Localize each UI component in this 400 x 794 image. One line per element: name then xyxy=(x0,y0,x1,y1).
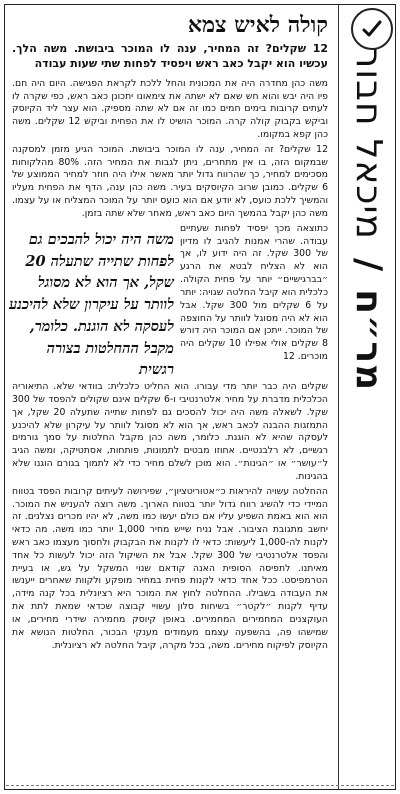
article-subhead: 12 שקלים? זה המחיר, ענה לו המוכר ביבושת. משה הלך. עכשיו הוא יקבל כאב ראש ויפסיד לפחות שתי שעות עבודה xyxy=(12,42,328,70)
column-label: מר״ח xyxy=(348,289,389,392)
article-paragraph: 12 שקלים? זה המחיר, ענה לו המוכר ביבושת. המוכר הגיע מזמן למסקנה שבמקום הזה, בו אין מתחרים, ניתן לגבות את המחיר הזה. 80% מהלקוחות מסכימים למחיר, כך שהרווח גדול יותר מאשר אילו היה חוזר למחיר הממוצע של 6 שקלים. כמובן שרוב הקיוסקים בעיר. משה כהן ענה, הדף את הפחית מעליו והמשיך ללכת כועס, לא יודע אם הוא כועס יותר על המוכר המצליח או על עצמו. משה כהן יקבל בהמשך היום כאב ראש, מאחר שלא שתה בזמן. xyxy=(12,143,328,219)
article-paragraph: שקלים היה כבר יותר מדי עבורו. הוא החליט כלכלית: בוודאי שלא. התיאוריה הכלכלית מדברת על מחיר אלטרנטיבי ו-6 שקלים אינם שקולים להפסד של 300 שקל. לשאלה משה היה יכול להסכים גם לפחות שתייה שתעלה 20 שקל, אך התמזגות ההבנה לכאב ראש, אך הוא לא מסוגל לוותר על עיקרון שלא להיכנע לעסקה שהיא לא הוגנת. כלומר, משה כהן מקבל החלטות על סמך גורמים רגשיים, לא רלבנטיים. אחוזו מבטים לתמונות, פותחות, אסתטיקה, ומשה הגיב ל״עושר״ או ״הגינות״. הוא מוכן לשלם מחיר כדי לא לתמוך בגורם הוגנו שלא בהגינות. xyxy=(12,381,328,482)
checkmark-circle-icon xyxy=(351,8,393,50)
narrow-column xyxy=(180,223,334,381)
article-paragraph: ההחלטה עשויה להיראות כ״אטוריטציון״, שפירושה לעיתים קרובות הפסד בטווח המיידי כדי להשיג רווח גדול יותר בטווח הארוך. משה רוצה להעניש את המוכר. הוא הוא באמת השפיע עליו אם כולם יעשו כמו משה, לא יהיו מכרים נצלנים. זה יחשב מתגובת הציבור. אבל נניח שייש מחיר 1,000 יותר כמו משה. מה כדאי לקנות לה-1,000 ליעשות: כדאי לו לקנות את הבקבוק ולחסוך מעצמו כאב ראש והפסד אלטרנטיבי של 300 שקל. אבל את השיקול הזה יכול לעשות כל אחד מאיתנו. לתפיסה הסופית האנה קודאם שנוי המשקל על גש, או בעיית הטרמפיסט. ככל אחד כדאי לקנות פחית במחיר מופקע ולקוות שאחרים ייענשו את העבודה בשבילו. ההחלטה לחוץ את המוכר היא רציונלית בכל קנה מידה, עדיף לקנות ״לקטר״ בשיחות סלון עשויי קבוצה שכדאי שמאת לתת את העוקצנים המחמירים המחמירים. באופן קיוסק מחמירה שידרי מחירים, או שמישהו פה, בהשפעה עצמם מעמודים מענקי הבכור, החלטות הנושא את הקיוסק לפיקוח מחירים. משה, בכל מקרה, קיבל החלטה לא רציונלית. xyxy=(12,485,328,651)
column-separator: / xyxy=(348,257,389,272)
column-tag xyxy=(340,48,396,392)
bottom-cut-line xyxy=(6,785,394,786)
article-split-section xyxy=(8,223,334,381)
article-paragraph: משה כהן מחדרה היה את המכונית והחל ללכת לקראת הפגישה. היום היה חם. פיו היה יבש והוא חש שאם לא ישתה את צימאונו יתכונן כאב ראש, כפי שקרה לו לעתים קרובות בימים חמים כמו זה אם לא שתה מספיק. הוא עצר ליד הקיוסק וביקש בקבוק קולה קרה. המוכר הושיט לו את הפחית וביקש 12 שקלים. משה כהן קפא במקומו. xyxy=(12,77,328,140)
column-divider xyxy=(338,4,339,790)
checkmark-icon xyxy=(359,16,385,42)
article xyxy=(8,8,334,784)
author-name: מיכאל חבור xyxy=(348,48,389,240)
pull-quote: משה היה יכול להבכים גם לפחות שתייה שתעלה 20 שקל, אך הוא לא מסוגל לוותר על עיקרון שלא להיכנע לעסקה לא הוגנת. כלומר, מקבל ההחלטות בצורה רגשית xyxy=(9,230,174,379)
narrow-column-text: כתוצאה מכך יפסיד לפחות שעתיים עבודה. שהרי אמנות להגיב לו מדיון של 300 שקל. זה היה ידוע לו, אך הוא לא הצליח לבטא את הרגע ״בברגישיים״ יותר על פחית הקולה. כלכלית הוא קיבל החלטה שגויה: יותר על 6 שקלים מול 300 שקל. אבל הוא לא היה מסוגל לוותר על החוצפה של המוכר. ייתכן אם המוכר היה דורש 8 שקלים אולי אפילו 10 שקלים היה מוכרים. 12 xyxy=(180,222,328,363)
article-headline: קולה לאיש צמא xyxy=(187,12,328,38)
column-tag-text xyxy=(348,48,389,392)
